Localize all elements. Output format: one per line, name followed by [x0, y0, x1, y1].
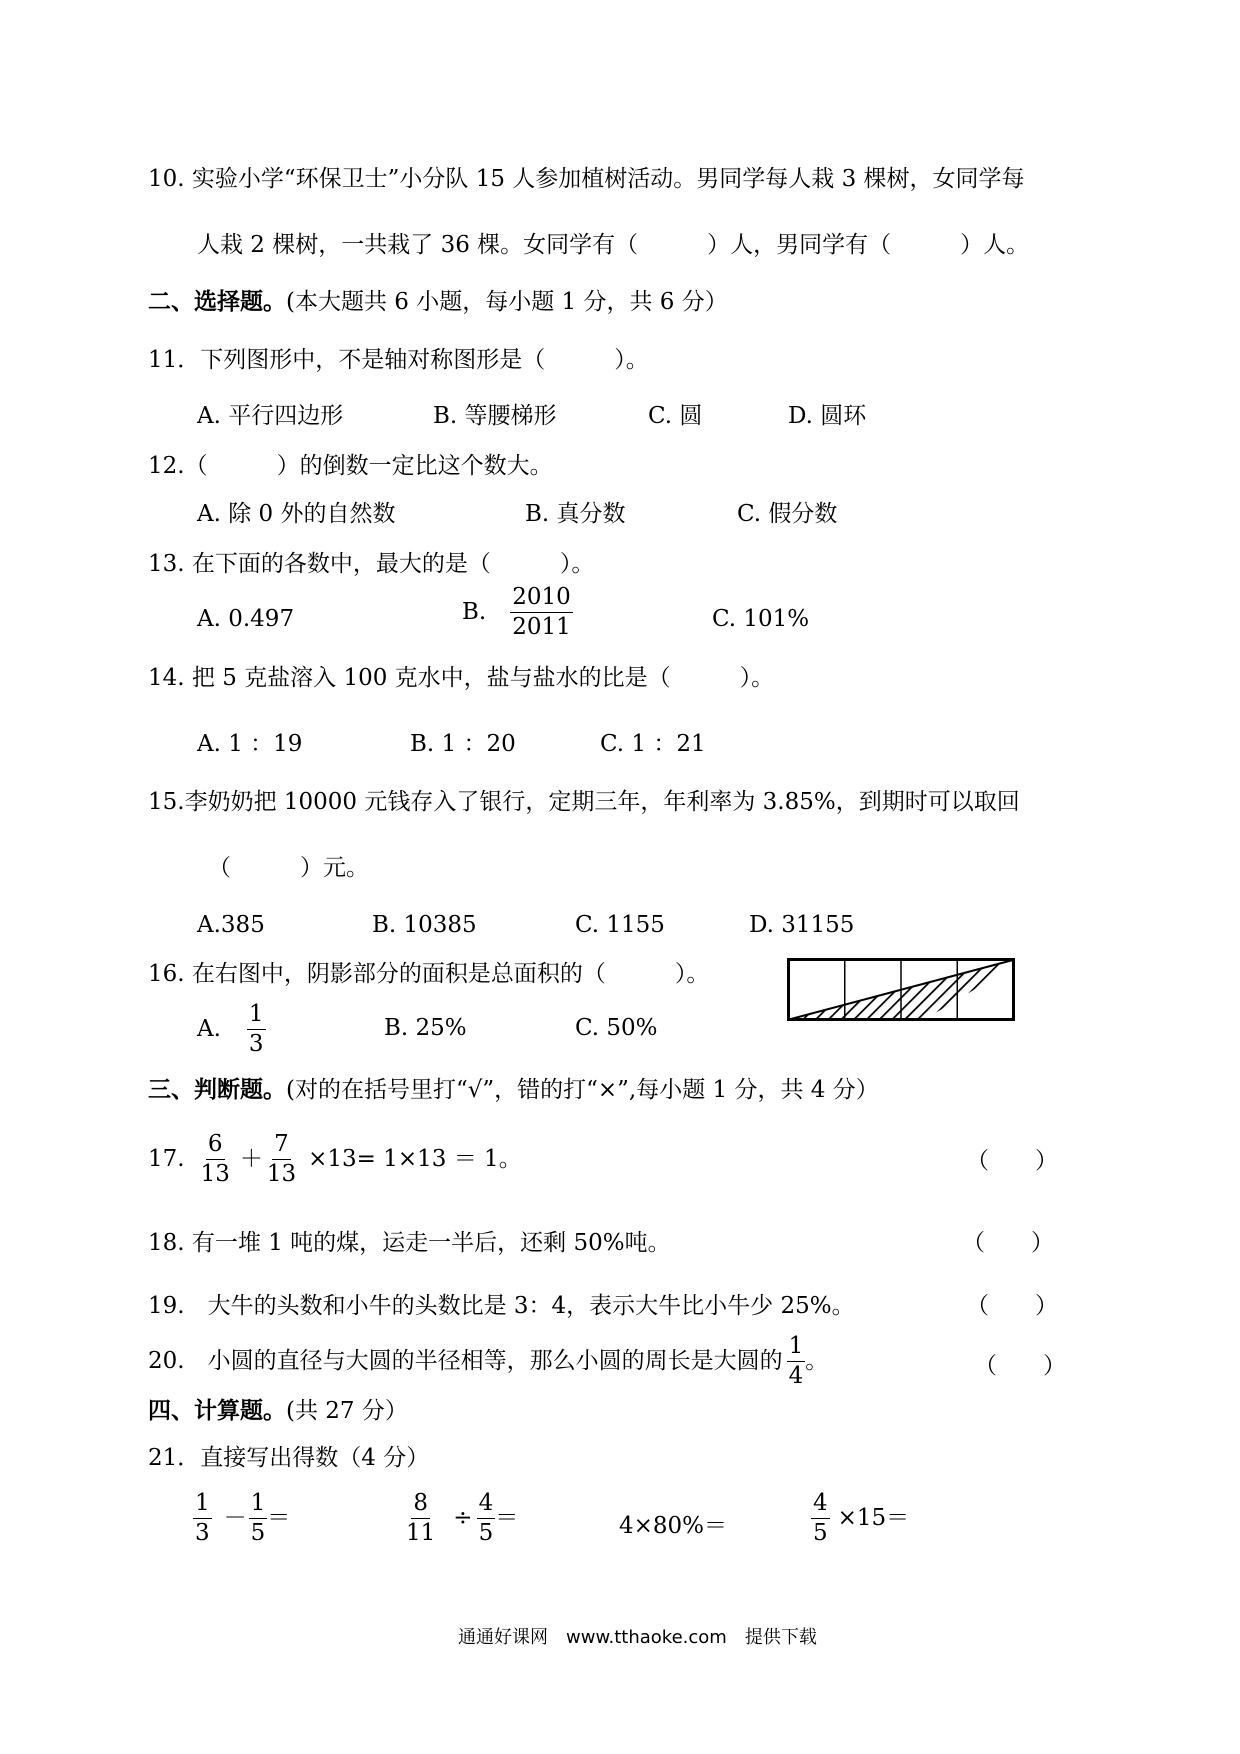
q21-e1-fraction-2	[249, 1492, 268, 1545]
fraction-denominator: 3	[248, 1031, 264, 1057]
q14-option-c: C. 1 ：21	[600, 731, 706, 757]
q11-stem: 11．下列图形中，不是轴对称图形是（ ）。	[148, 347, 649, 373]
fraction-numerator: 4	[811, 1492, 830, 1519]
fraction-denominator: 11	[406, 1520, 436, 1546]
q13-option-c: C. 101%	[712, 606, 810, 632]
q17-answer-paren: （ ）	[966, 1148, 1058, 1174]
q12-option-b: B. 真分数	[525, 501, 626, 527]
q17-fraction-2	[265, 1133, 298, 1186]
fraction-numerator: 6	[206, 1133, 225, 1160]
fraction-numerator: 2010	[510, 586, 573, 613]
fraction-numerator: 7	[272, 1133, 291, 1160]
q12-option-a: A. 除 0 外的自然数	[197, 501, 396, 527]
q12-option-c: C. 假分数	[737, 501, 838, 527]
q15-line2: （ ）元。	[208, 855, 369, 881]
q11-option-c: C. 圆	[648, 403, 703, 429]
q13-option-b-fraction	[510, 586, 573, 639]
q18-text: 18. 有一堆 1 吨的煤，运走一半后，还剩 50%吨。	[148, 1230, 671, 1256]
q21-e1-equals: ＝	[267, 1505, 291, 1531]
q21-e4-fraction	[811, 1492, 830, 1545]
section4-heading	[148, 1399, 408, 1423]
q17-fraction-1	[199, 1133, 232, 1186]
q21-title: 21．直接写出得数（4 分）	[148, 1445, 430, 1471]
q21-expression-3: 4×80%＝	[619, 1513, 728, 1539]
q21-e2-fraction-1	[404, 1492, 437, 1545]
section4-title: 四、计算题。	[148, 1397, 286, 1424]
section3-heading	[148, 1078, 879, 1102]
fraction-numerator: 1	[247, 1003, 266, 1030]
q20-text: 20. 小圆的直径与大圆的半径相等，那么小圆的周长是大圆的	[148, 1348, 783, 1374]
shaded-rectangle-figure	[787, 958, 1015, 1021]
section2-title: 二、选择题。	[148, 288, 286, 315]
fraction-denominator: 5	[813, 1520, 828, 1546]
q16-option-a	[197, 1003, 266, 1056]
fraction-numerator: 1	[787, 1335, 806, 1362]
q21-e2-fraction-2	[477, 1492, 496, 1545]
q13-stem: 13. 在下面的各数中，最大的是（ ）。	[148, 551, 595, 577]
fraction-denominator: 5	[250, 1520, 266, 1546]
q13-option-b-label: B.	[462, 599, 487, 625]
q20-fraction	[787, 1335, 806, 1388]
fraction-denominator: 4	[788, 1363, 804, 1389]
q19-text: 19. 大牛的头数和小牛的头数比是 3：4，表示大牛比小牛少 25%。	[148, 1293, 855, 1319]
q20-expression	[148, 1335, 828, 1388]
q15-option-c: C. 1155	[575, 912, 665, 938]
q21-expression-2	[404, 1492, 518, 1545]
q16-option-a-label: A.	[197, 1016, 221, 1042]
q14-option-a: A. 1 ：19	[197, 731, 303, 757]
q13-option-b	[462, 586, 573, 639]
section3-title: 三、判断题。	[148, 1076, 286, 1103]
section2-heading	[148, 290, 728, 314]
q11-option-d: D. 圆环	[788, 403, 867, 429]
page-footer: 通通好课网 www.tthaoke.com 提供下载	[458, 1627, 817, 1648]
q21-e4-rest: ×15＝	[837, 1505, 910, 1531]
q16-option-b: B. 25%	[384, 1015, 467, 1041]
fraction-denominator: 3	[195, 1520, 210, 1546]
q19-answer-paren: （ ）	[966, 1293, 1058, 1319]
q13-option-a: A. 0.497	[197, 606, 295, 632]
q17-rest: ×13= 1×13 ＝ 1。	[308, 1146, 522, 1172]
q21-e1-fraction-1	[193, 1492, 212, 1545]
fraction-numerator: 8	[411, 1492, 430, 1519]
q17-plus: ＋	[239, 1146, 263, 1172]
q21-e2-operator: ÷	[453, 1505, 473, 1531]
q16-option-c: C. 50%	[575, 1015, 658, 1041]
q21-expression-1	[193, 1492, 290, 1545]
q16-option-a-fraction	[247, 1003, 266, 1056]
q14-option-b: B. 1 ：20	[410, 731, 516, 757]
q12-stem: 12.（ ）的倒数一定比这个数大。	[148, 453, 553, 479]
q14-stem: 14. 把 5 克盐溶入 100 克水中，盐与盐水的比是（ ）。	[148, 665, 775, 691]
q18-answer-paren: （ ）	[962, 1230, 1054, 1256]
q15-line1: 15.李奶奶把 10000 元钱存入了银行，定期三年，年利率为 3.85%，到期时可以取回	[148, 789, 1020, 815]
fraction-denominator: 5	[478, 1520, 494, 1546]
section3-note: (对的在括号里打“√”，错的打“×”,每小题 1 分，共 4 分）	[286, 1077, 879, 1103]
q21-e1-operator: －	[223, 1505, 247, 1531]
fraction-denominator: 13	[266, 1161, 297, 1187]
q15-option-d: D. 31155	[749, 912, 855, 938]
section2-note: (本大题共 6 小题，每小题 1 分，共 6 分）	[286, 289, 728, 315]
fraction-numerator: 1	[193, 1492, 212, 1519]
fraction-denominator: 2011	[512, 614, 571, 640]
section4-note: (共 27 分）	[286, 1398, 408, 1424]
q21-e2-equals: ＝	[495, 1505, 519, 1531]
q10-line2: 人栽 2 棵树，一共栽了 36 棵。女同学有（ ）人，男同学有（ ）人。	[197, 232, 1030, 258]
q21-expression-4	[811, 1492, 909, 1545]
q16-stem: 16. 在右图中，阴影部分的面积是总面积的（ ）。	[148, 961, 710, 987]
q10-line1: 10. 实验小学“环保卫士”小分队 15 人参加植树活动。男同学每人栽 3 棵树，女同学每	[148, 166, 1025, 192]
q20-end: 。	[805, 1348, 829, 1374]
q17-expression	[148, 1133, 522, 1186]
q17-number: 17.	[148, 1146, 185, 1172]
fraction-numerator: 4	[477, 1492, 496, 1519]
q15-option-a: A.385	[197, 912, 265, 938]
q20-answer-paren: （ ）	[974, 1353, 1066, 1379]
fraction-numerator: 1	[249, 1492, 268, 1519]
q11-option-b: B. 等腰梯形	[433, 403, 557, 429]
q15-option-b: B. 10385	[372, 912, 477, 938]
fraction-denominator: 13	[200, 1161, 230, 1187]
q11-option-a: A. 平行四边形	[197, 403, 344, 429]
